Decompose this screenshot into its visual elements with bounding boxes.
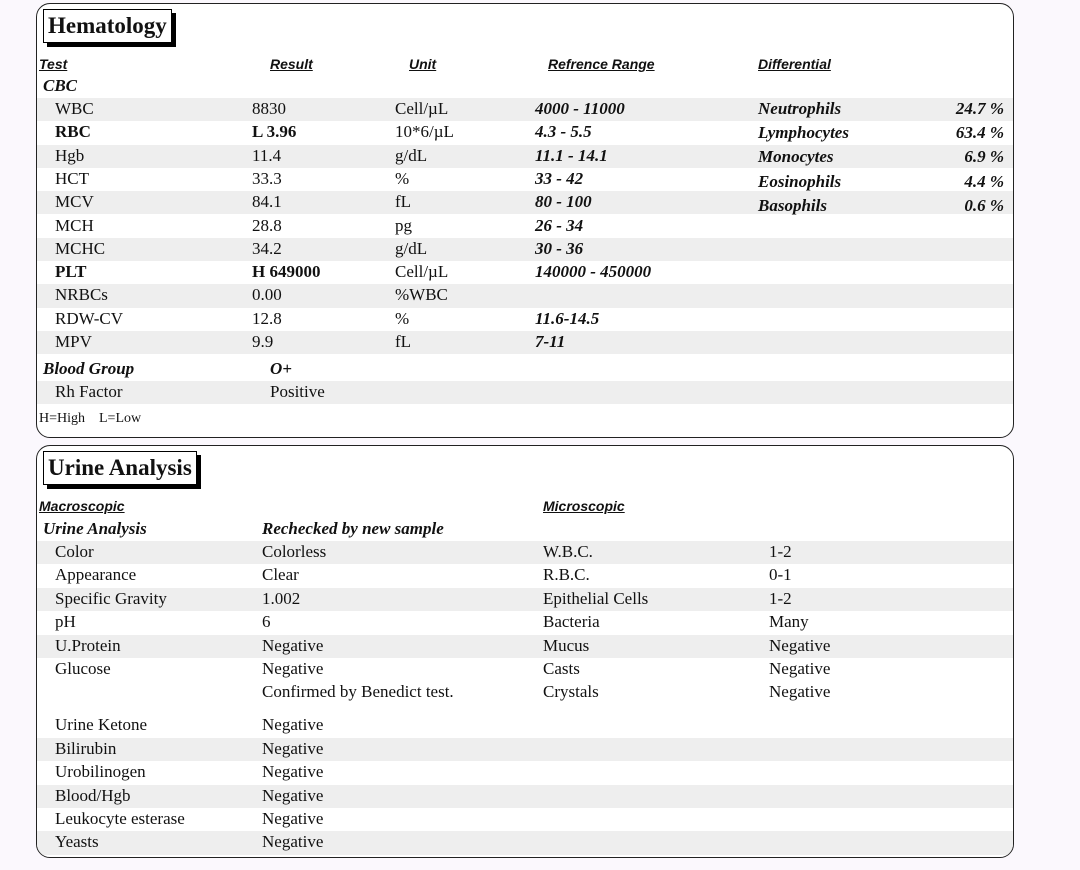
- header-unit: Unit: [409, 56, 437, 72]
- row-shade: [37, 98, 1014, 121]
- cbc-result: 28.8: [252, 215, 282, 235]
- micro-test-name: W.B.C.: [543, 542, 593, 561]
- urine-subheading-value: Rechecked by new sample: [262, 519, 444, 538]
- micro-value: 0-1: [769, 565, 792, 585]
- macro-test-name: Leukocyte esterase: [55, 809, 185, 828]
- row-shade: [37, 541, 1014, 564]
- macro-value: Negative: [262, 832, 324, 852]
- differential-name: Eosinophils: [758, 171, 842, 191]
- micro-test-name: Mucus: [543, 635, 590, 655]
- macro-test-name: Urobilinogen: [55, 762, 146, 782]
- macro-test-name: Appearance: [55, 565, 137, 585]
- cbc-unit: fL: [395, 192, 412, 212]
- header-result: Result: [270, 56, 313, 72]
- macro-note: Confirmed by Benedict test.: [262, 682, 454, 702]
- cbc-unit: g/dL: [395, 238, 428, 258]
- header-macroscopic: Macroscopic: [39, 498, 125, 514]
- macro-test-name: U.Protein: [55, 635, 121, 655]
- differential-name: Neutrophils: [758, 99, 842, 118]
- macro-test-name: Blood/Hgb: [55, 785, 131, 805]
- urine-analysis-panel: [36, 445, 1014, 858]
- macro-value: Colorless: [262, 542, 327, 561]
- micro-value: 1-2: [769, 542, 792, 561]
- differential-name: Basophils: [758, 195, 827, 215]
- micro-test-name: Crystals: [543, 682, 599, 702]
- cbc-unit: pg: [395, 215, 412, 235]
- cbc-unit: g/dL: [395, 145, 428, 165]
- hematology-panel: [36, 3, 1014, 438]
- cbc-test-name: Hgb: [55, 145, 85, 165]
- macro-value: Negative: [262, 635, 324, 655]
- cbc-test-name: MPV: [55, 332, 92, 351]
- macro-value: Negative: [262, 809, 324, 828]
- cbc-test-name: HCT: [55, 168, 89, 188]
- cbc-reference-range: 26 - 34: [535, 215, 584, 235]
- urine-subheading-label: Urine Analysis: [43, 519, 147, 538]
- cbc-reference-range: 140000 - 450000: [535, 262, 652, 282]
- macro-test-name: Urine Ketone: [55, 715, 148, 735]
- differential-value: 4.4 %: [964, 171, 1004, 191]
- cbc-result: 34.2: [252, 238, 282, 258]
- row-shade: [37, 635, 1014, 658]
- cbc-test-name: RBC: [55, 122, 91, 142]
- header-range: Refrence Range: [548, 56, 655, 72]
- macro-test-name: Bilirubin: [55, 738, 117, 758]
- row-shade: [37, 191, 1014, 214]
- row-shade: [37, 785, 1014, 808]
- cbc-reference-range: 30 - 36: [535, 238, 584, 258]
- blood-group-label: Blood Group: [43, 359, 135, 378]
- cbc-unit: %WBC: [395, 285, 448, 305]
- macro-value: Negative: [262, 762, 324, 782]
- macro-value: 6: [262, 612, 271, 632]
- cbc-unit: %: [395, 308, 410, 328]
- cbc-test-name: MCHC: [55, 238, 106, 258]
- macro-value: Negative: [262, 738, 324, 758]
- differential-value: 24.7 %: [955, 99, 1004, 118]
- differential-name: Lymphocytes: [758, 123, 849, 143]
- macro-test-name: Glucose: [55, 659, 111, 678]
- micro-value: Negative: [769, 635, 831, 655]
- macro-value: Negative: [262, 715, 324, 735]
- rh-factor-value: Positive: [270, 382, 325, 401]
- micro-value: Negative: [769, 659, 831, 678]
- cbc-result: 33.3: [252, 168, 282, 188]
- cbc-test-name: RDW-CV: [55, 308, 123, 328]
- rh-factor-label: Rh Factor: [55, 382, 123, 401]
- differential-value: 0.6 %: [964, 195, 1004, 215]
- legend: H=High L=Low: [39, 411, 142, 426]
- macro-value: Clear: [262, 565, 299, 585]
- macro-test-name: Specific Gravity: [55, 588, 167, 608]
- cbc-test-name: MCV: [55, 192, 94, 212]
- cbc-result: 12.8: [252, 308, 282, 328]
- cbc-reference-range: 4000 - 11000: [535, 99, 625, 118]
- cbc-result: 0.00: [252, 285, 282, 305]
- macro-value: Negative: [262, 785, 324, 805]
- micro-value: Negative: [769, 682, 831, 702]
- macro-value: 1.002: [262, 588, 301, 608]
- row-shade: [37, 831, 1014, 854]
- row-shade: [37, 284, 1014, 307]
- differential-value: 63.4 %: [955, 123, 1004, 143]
- blood-group-value: O+: [270, 359, 292, 378]
- macro-value: Negative: [262, 659, 324, 678]
- cbc-reference-range: 11.1 - 14.1: [535, 145, 608, 165]
- cbc-unit: fL: [395, 332, 412, 351]
- cbc-test-name: MCH: [55, 215, 94, 235]
- micro-test-name: Casts: [543, 659, 580, 678]
- cbc-unit: Cell/µL: [395, 262, 449, 282]
- cbc-result: 84.1: [252, 192, 282, 212]
- micro-test-name: Bacteria: [543, 612, 600, 632]
- row-shade: [37, 331, 1014, 354]
- cbc-reference-range: 80 - 100: [535, 192, 592, 212]
- cbc-result: H 649000: [252, 262, 321, 282]
- row-shade: [37, 238, 1014, 261]
- micro-test-name: Epithelial Cells: [543, 588, 649, 608]
- cbc-reference-range: 7-11: [535, 332, 566, 351]
- differential-name: Monocytes: [758, 147, 834, 167]
- micro-test-name: R.B.C.: [543, 565, 590, 585]
- header-test: Test: [39, 56, 68, 72]
- cbc-reference-range: 4.3 - 5.5: [535, 122, 592, 142]
- macro-test-name: pH: [55, 612, 76, 632]
- differential-value: 6.9 %: [964, 147, 1004, 167]
- cbc-result: L 3.96: [252, 122, 297, 142]
- macro-test-name: Yeasts: [55, 832, 99, 852]
- cbc-test-name: NRBCs: [55, 285, 108, 305]
- row-shade: [37, 588, 1014, 611]
- cbc-test-name: PLT: [55, 262, 87, 282]
- cbc-unit: Cell/µL: [395, 99, 449, 118]
- header-microscopic: Microscopic: [543, 498, 625, 514]
- cbc-unit: 10*6/µL: [395, 122, 454, 142]
- cbc-test-name: WBC: [55, 99, 94, 118]
- macro-test-name: Color: [55, 542, 94, 561]
- micro-value: Many: [769, 612, 809, 632]
- cbc-label: CBC: [43, 76, 78, 95]
- row-shade: [37, 738, 1014, 761]
- hematology-title: Hematology: [43, 9, 172, 43]
- cbc-reference-range: 33 - 42: [535, 168, 584, 188]
- cbc-result: 9.9: [252, 332, 274, 351]
- cbc-unit: %: [395, 168, 410, 188]
- header-differential: Differential: [758, 56, 831, 72]
- cbc-reference-range: 11.6-14.5: [535, 308, 600, 328]
- cbc-result: 11.4: [252, 145, 282, 165]
- row-shade: [37, 381, 1014, 404]
- cbc-result: 8830: [252, 99, 286, 118]
- urine-title: Urine Analysis: [43, 451, 197, 485]
- row-shade: [37, 145, 1014, 168]
- micro-value: 1-2: [769, 588, 792, 608]
